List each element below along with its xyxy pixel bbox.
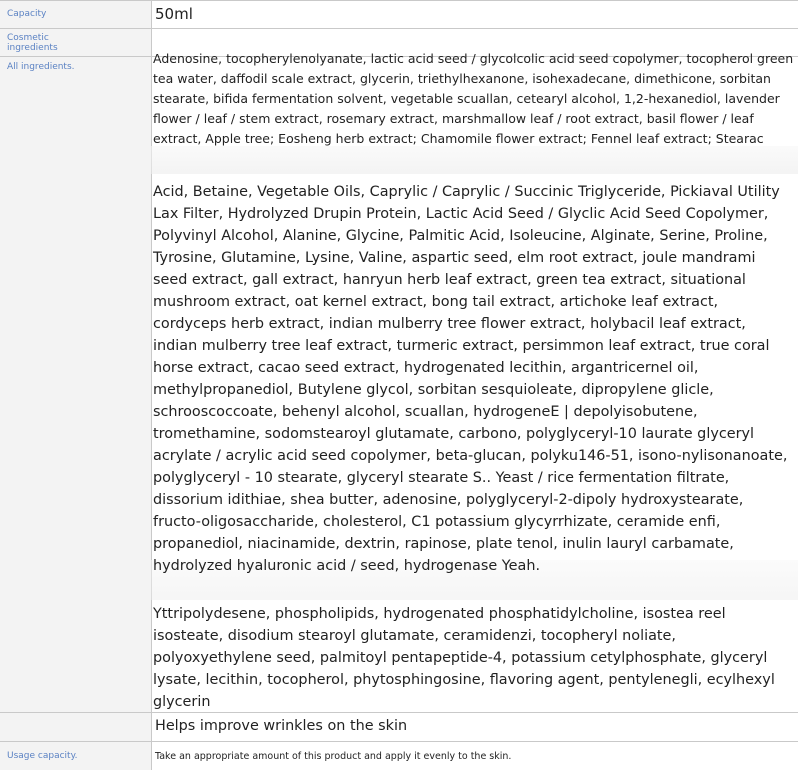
capacity-value: 50ml bbox=[155, 5, 193, 23]
ingredients-paragraph-2: Acid, Betaine, Vegetable Oils, Caprylic / Caprylic / Succinic Triglyceride, Pickiaval Utility Lax Filter, Hydrolyzed Drupin Protein, Lactic Acid Seed / Glyclic Acid Seed Copolymer, Polyvinyl Alcohol, Alanine, Glycine, Palmitic Acid, Isoleucine, Alginate, Serine, Proline, Tyrosine, Glutamine, Lysine, Valine, aspartic seed, elm root extract, joule mandrami seed extract, gall extract, hanryun herb leaf extract, green tea extract, situational mushroom extract, oat kernel extract, bong tail extract, artichoke leaf extract, cordyceps herb extract, indian mulberry tree flower extract, holybacil leaf extract, indian mulberry tree leaf extract, turmeric extract, persimmon leaf extract, true coral horse extract, cacao seed extract, hydrogenated lecithin, argantricernel oil, methylpropanediol, Butylene glycol, sorbitan sesquioleate, dipropylene glicle, schrooscoccoate, behenyl alcohol, scuallan, hydrogeneE | depolyisobutene, tromethamine, sodomstearoyl glutamate, carbono, polyglyceryl-10 laurate glyceryl acrylate / acrylic acid seed copolymer, beta-glucan, polyku146-51, isono-nylisonanoate, polyglyceryl - 10 stearate, glyceryl stearate S.. Yeast / rice fermentation filtrate, dissorium idithiae, shea butter, adenosine, polyglyceryl-2-dipoly hydroxystearate, fructo-oligosaccharide, cholesterol, C1 potassium glycyrrhizate, ceramide enfi, propanediol, niacinamide, dextrin, rapinose, plate tenol, inulin lauryl carbamate, hydrolyzed hyaluronic acid / seed, hydrogenase Yeah. bbox=[153, 184, 788, 574]
all-ingredients-label: All ingredients. bbox=[7, 62, 75, 72]
usage-capacity-value: Take an appropriate amount of this product and apply it evenly to the skin. bbox=[155, 751, 512, 762]
capacity-label: Capacity bbox=[7, 9, 47, 19]
label-column bbox=[0, 0, 152, 770]
row-divider bbox=[0, 741, 798, 742]
ingredients-paragraph-3: Yttripolydesene, phospholipids, hydrogenated phosphatidylcholine, isostea reel isosteate, disodium stearoyl glutamate, ceramidenzi, tocopheryl noliate, polyoxyethylene seed, palmitoyl pentapeptide-4, potassium cetylphosphate, glyceryl lysate, lecithin, tocopherol, phytosphingosine, flavoring agent, pentylenegli, ecylhexyl glycerin bbox=[153, 606, 775, 710]
row-divider bbox=[0, 28, 798, 29]
background-band bbox=[151, 146, 798, 174]
row-divider bbox=[0, 0, 798, 1]
ingredients-paragraph-1: Adenosine, tocopherylenolyanate, lactic acid seed / glycolcolic acid seed copolymer, tocopherol green tea water, daffodil scale extract, glycerin, triethylhexanone, isohexadecane, dimethicone, sorbitan stearate, bifida fermentation solvent, vegetable scuallan, cetearyl alcohol, 1,2-hexanediol, lavender flower / leaf / stem extract, rosemary extract, marshmallow leaf / root extract, basil flower / leaf extract, Apple tree; Eosheng herb extract; Chamomile flower extract; Fennel leaf extract; Stearac bbox=[153, 51, 794, 146]
cosmetic-ingredients-label: Cosmetic ingredients bbox=[7, 33, 58, 53]
efficacy-value: Helps improve wrinkles on the skin bbox=[155, 718, 408, 734]
usage-capacity-label: Usage capacity. bbox=[7, 751, 78, 761]
